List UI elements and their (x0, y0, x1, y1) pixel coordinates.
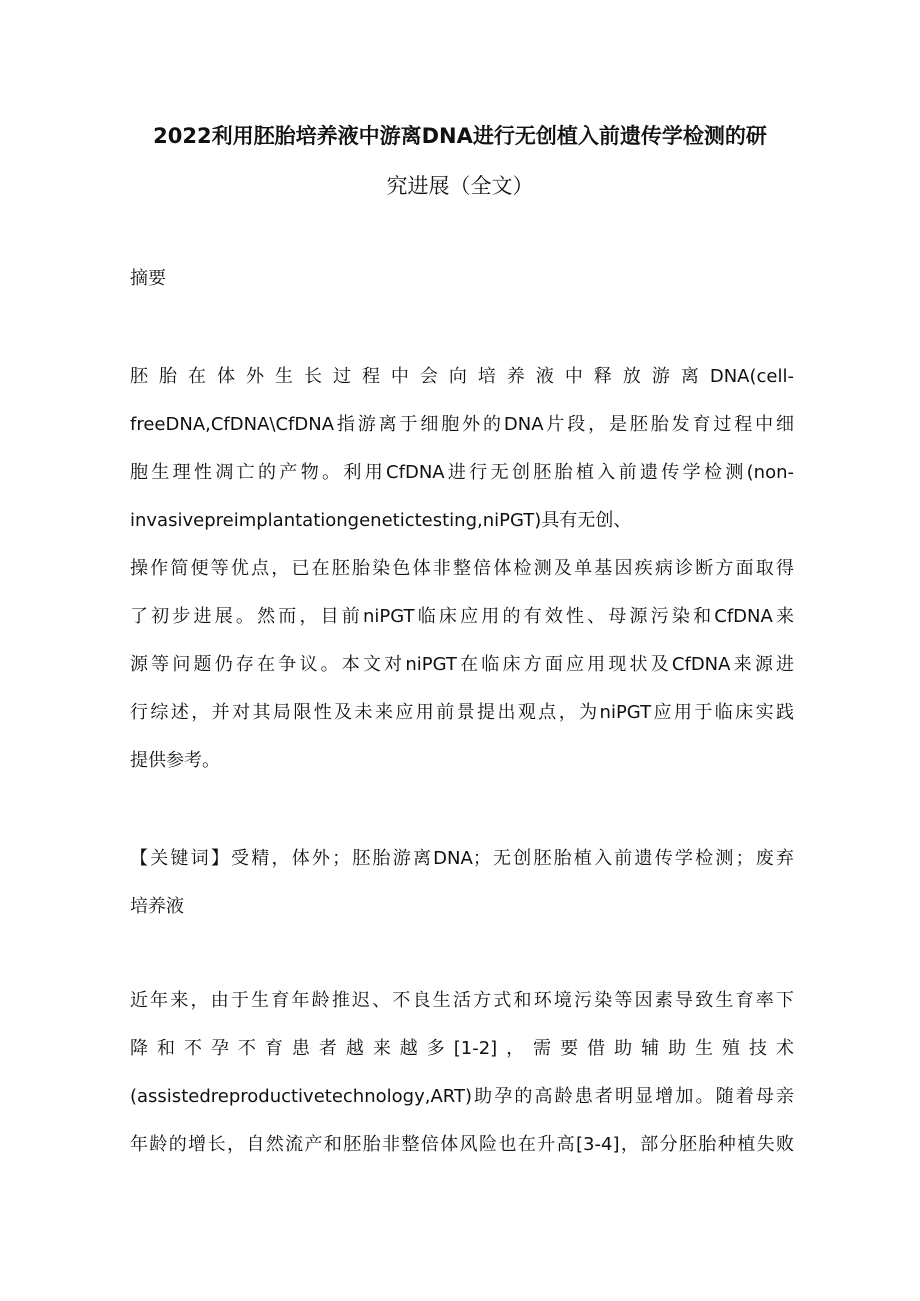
abstract-line: invasivepreimplantationgenetictesting,niPGT)具有无创、 (130, 510, 632, 531)
body-line: 降和不孕不育患者越来越多[1-2]，需要借助辅助生殖技术 (130, 1038, 794, 1059)
document-title-line-2: 究进展（全文） (386, 174, 534, 198)
keywords-line: 【关键词】受精，体外；胚胎游离DNA；无创胚胎植入前遗传学检测；废弃 (130, 848, 794, 869)
abstract-line: 操作简便等优点，已在胚胎染色体非整倍体检测及单基因疾病诊断方面取得 (130, 558, 794, 579)
abstract-line: 胞生理性凋亡的产物。利用CfDNA进行无创胚胎植入前遗传学检测(non- (130, 462, 794, 483)
body-line: 近年来，由于生育年龄推迟、不良生活方式和环境污染等因素导致生育率下 (130, 990, 794, 1011)
body-line: (assistedreproductivetechnology,ART)助孕的高龄患者明显增加。随着母亲 (130, 1086, 794, 1107)
abstract-line: 源等问题仍存在争议。本文对niPGT在临床方面应用现状及CfDNA来源进 (130, 654, 794, 675)
abstract-line: 行综述，并对其局限性及未来应用前景提出观点，为niPGT应用于临床实践 (130, 702, 794, 723)
abstract-line: 了初步进展。然而，目前niPGT临床应用的有效性、母源污染和CfDNA来 (130, 606, 794, 627)
abstract-line: 胚胎在体外生长过程中会向培养液中释放游离DNA(cell- (130, 366, 794, 387)
abstract-line: 提供参考。 (130, 750, 220, 771)
keywords-line: 培养液 (130, 896, 184, 917)
body-line: 年龄的增长，自然流产和胚胎非整倍体风险也在升高[3-4]，部分胚胎种植失败 (130, 1134, 794, 1155)
abstract-heading: 摘要 (130, 268, 166, 289)
document-title-line-1: 2022利用胚胎培养液中游离DNA进行无创植入前遗传学检测的研 (153, 124, 767, 148)
abstract-line: freeDNA,CfDNA\CfDNA指游离于细胞外的DNA片段，是胚胎发育过程中细 (130, 414, 794, 435)
